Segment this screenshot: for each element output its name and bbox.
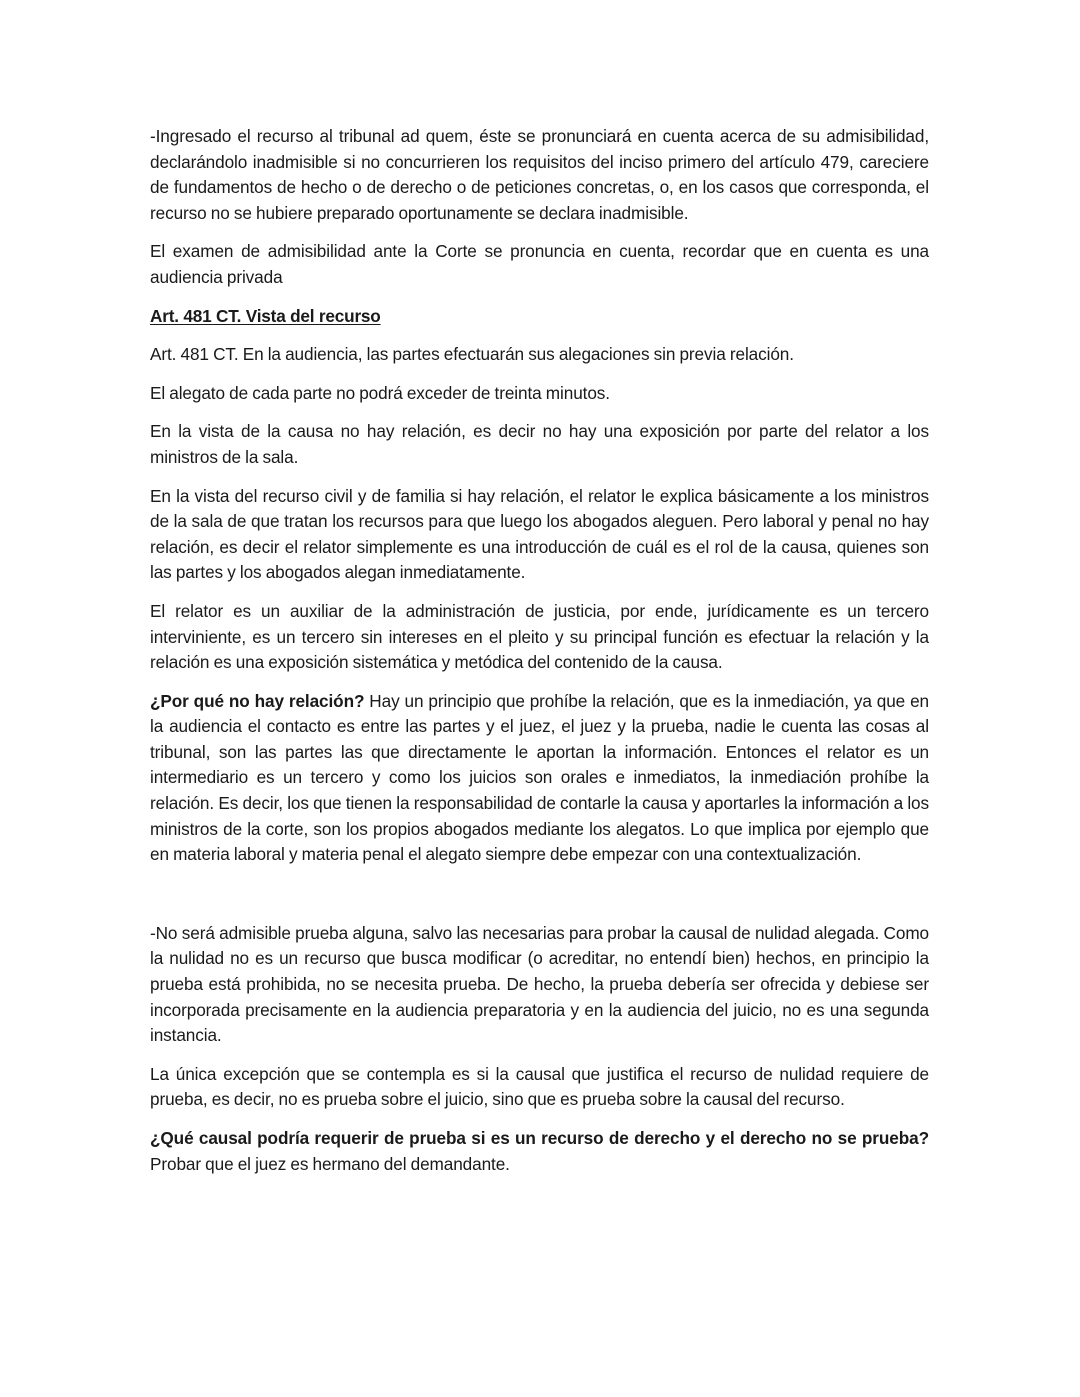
paragraph-alegato-duracion: El alegato de cada parte no podrá exceder de treinta minutos. <box>150 382 610 403</box>
paragraph-por-que-no-hay-relacion <box>150 689 929 868</box>
spacer <box>150 881 929 921</box>
paragraph-que-causal <box>150 1126 929 1177</box>
paragraph-prueba-inadmisible: -No será admisible prueba alguna, salvo las necesarias para probar la causal de nulidad alegada. Como la nulidad no es un recurso que busca modificar (o acreditar, no entendí bien) hechos, en principio la prueba está prohibida, no se necesita prueba. De hecho, la prueba debería ser ofrecida y debiese ser incorporada precisamente en la audiencia preparatoria y en la audiencia del juicio, no es una segunda instancia. <box>150 922 929 1046</box>
question-por-que-no-hay-relacion: ¿Por qué no hay relación? <box>150 690 365 711</box>
paragraph-vista-civil-familia: En la vista del recurso civil y de familia si hay relación, el relator le explica básicamente a los ministros de la sala de que tratan los recursos para que luego los abogados aleguen. Pero laboral y penal no hay relación, es decir el relator simplemente es una introducción de cuál es el rol de la causa, quienes son las partes y los abogados alegan inmediatamente. <box>150 485 929 583</box>
answer-por-que-no-hay-relacion: Hay un principio que prohíbe la relación, que es la inmediación, ya que en la audiencia el contacto es entre las partes y el juez, el juez y la prueba, nadie le cuenta las cosas al tribunal, son las partes las que directamente le aportan la información. Entonces el relator es un intermediario es un tercero y como los juicios son orales e inmediatos, la inmediación prohíbe la relación. Es decir, los que tienen la responsabilidad de contarle la causa y aportarles la información a los ministros de la corte, son los propios abogados mediante los alegatos. Lo que implica por ejemplo que en materia laboral y materia penal el alegato siempre debe empezar con una contextualización. <box>150 690 929 865</box>
paragraph-admisibilidad: -Ingresado el recurso al tribunal ad quem, éste se pronunciará en cuenta acerca de su admisibilidad, declarándolo inadmisible si no concurrieren los requisitos del inciso primero del artículo 479, careciere de fundamentos de hecho o de derecho o de peticiones concretas, o, en los casos que corresponda, el recurso no se hubiere preparado oportunamente se declara inadmisible. <box>150 126 929 223</box>
paragraph-art-481-text: Art. 481 CT. En la audiencia, las partes efectuarán sus alegaciones sin previa relación. <box>150 344 794 365</box>
section-heading-art-481: Art. 481 CT. Vista del recurso <box>150 305 381 326</box>
answer-que-causal: Probar que el juez es hermano del demandante. <box>150 1153 510 1174</box>
paragraph-examen-admisibilidad: El examen de admisibilidad ante la Corte se pronuncia en cuenta, recordar que en cuenta es una audiencia privada <box>150 241 929 287</box>
question-que-causal: ¿Qué causal podría requerir de prueba si es un recurso de derecho y el derecho no se prueba? <box>150 1128 929 1148</box>
paragraph-unica-excepcion: La única excepción que se contempla es si la causal que justifica el recurso de nulidad requiere de prueba, es decir, no es prueba sobre el juicio, sino que es prueba sobre la causal del recurso. <box>150 1063 929 1110</box>
paragraph-vista-sin-relacion: En la vista de la causa no hay relación, es decir no hay una exposición por parte del relator a los ministros de la sala. <box>150 421 929 467</box>
paragraph-relator: El relator es un auxiliar de la administración de justicia, por ende, jurídicamente es un tercero interviniente, es un tercero sin intereses en el pleito y su principal función es efectuar la relación y la relación es una exposición sistemática y metódica del contenido de la causa. <box>150 600 929 673</box>
document-page <box>150 124 929 1190</box>
